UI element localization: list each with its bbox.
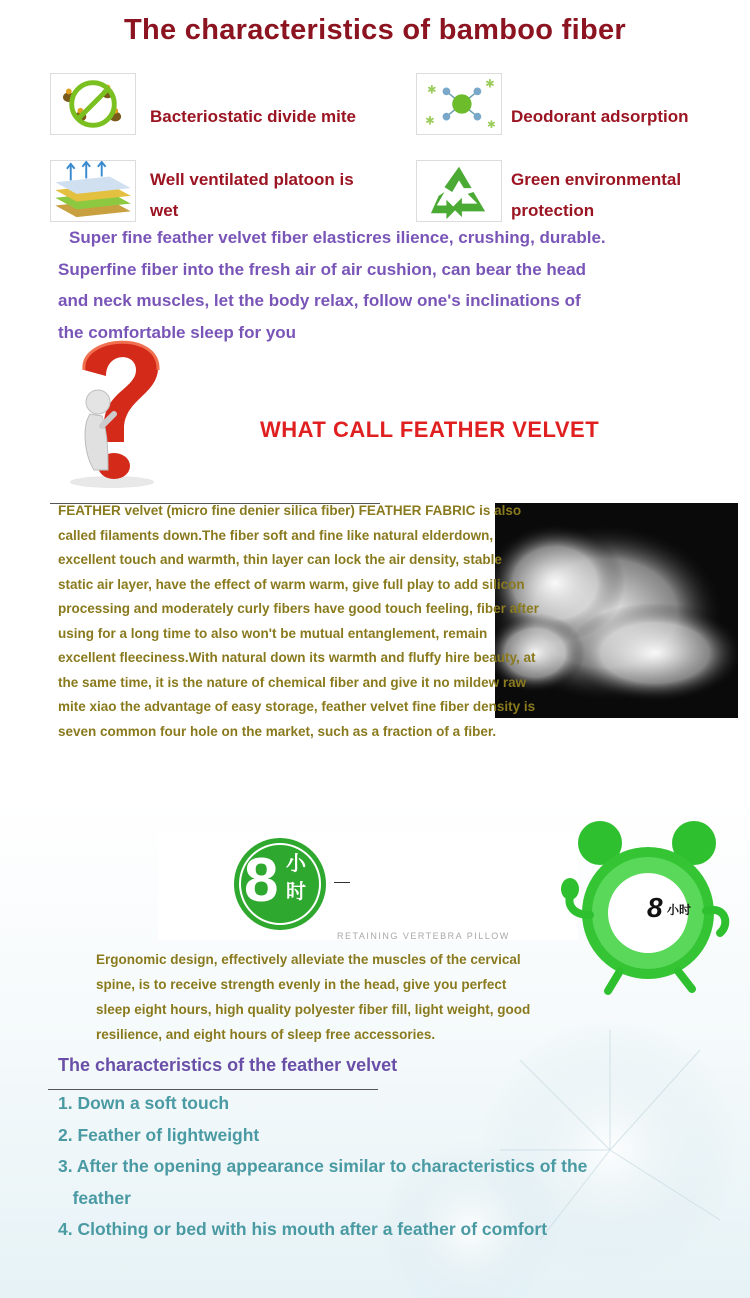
svg-text:✱: ✱ [487,119,496,132]
clock-digit: 8 [647,892,663,923]
list-item: feather [58,1187,131,1208]
recycle-icon [416,160,502,222]
feature-label-green: Green environmental protection [511,170,682,220]
svg-text:✱: ✱ [425,114,435,128]
svg-text:✱: ✱ [427,83,437,97]
badge-connector-line [334,882,350,883]
feature-label-ventilated: Well ventilated platoon is wet [150,170,354,220]
badge-char-1: 小 [286,853,306,875]
characteristics-heading: The characteristics of the feather velvet [58,1055,398,1075]
intro-line-3: and neck muscles, let the body relax, follow one's inclinations of [58,291,581,310]
feature-label-deodorant: Deodorant adsorption [511,107,689,126]
badge-char-2: 时 [286,881,306,903]
intro-line-4: the comfortable sleep for you [58,323,297,342]
no-mite-icon [50,73,136,135]
page-title: The characteristics of bamboo fiber [123,14,626,46]
feature-label-mite: Bacteriostatic divide mite [150,107,356,126]
retaining-pillow-banner [158,832,578,940]
velvet-description: FEATHER velvet (micro fine denier silica fiber) FEATHER FABRIC is also called filaments down.The fiber soft and fine like natural elderdown, excellent touch and warmth, thin layer can lock the air density, stable static air layer, have the effect of warm warm, give full play to add silicon processing and moderately curly fibers have good touch feeling, fiber after using for a long time to also won't be mutual entanglement, remain excellent fleeciness.With natural down its warmth and fluffy hire beauty, at the same time, it is the nature of chemical fiber and give it no mildew raw mite xiao the advantage of easy storage, feather velvet fine fiber density is seven common four hole on the market, such as a fraction of a fiber. [58,503,539,739]
svg-text:✱: ✱ [485,77,495,91]
intro-line-2: Superfine fiber into the fresh air of air cushion, can bear the head [58,260,587,279]
ergonomic-description: Ergonomic design, effectively alleviate the muscles of the cervical spine, is to receive strength evenly in the head, give you perfect sleep eight hours, high quality polyester fiber fill, light weight, good resilience, and eight hours of sleep free accessories. [96,952,531,1042]
what-is-feather-velvet-heading: WHAT CALL FEATHER VELVET [260,417,600,442]
list-item: 1. Down a soft touch [58,1093,230,1113]
intro-line-1: Super fine feather velvet fiber elasticres ilience, crushing, durable. [69,228,606,247]
characteristics-list [58,1088,587,1246]
question-mark-figure-illustration [62,330,172,490]
badge-digit: 8 [244,846,279,915]
list-item: 4. Clothing or bed with his mouth after a feather of comfort [58,1219,548,1239]
list-item: 3. After the opening appearance similar to characteristics of the [58,1156,588,1176]
retaining-caption: RETAINING VERTEBRA PILLOW [337,931,510,941]
ventilation-layers-icon [50,160,136,222]
list-item: 2. Feather of lightweight [58,1124,260,1145]
molecule-icon [416,73,502,135]
clock-chars: 小时 [667,903,692,917]
